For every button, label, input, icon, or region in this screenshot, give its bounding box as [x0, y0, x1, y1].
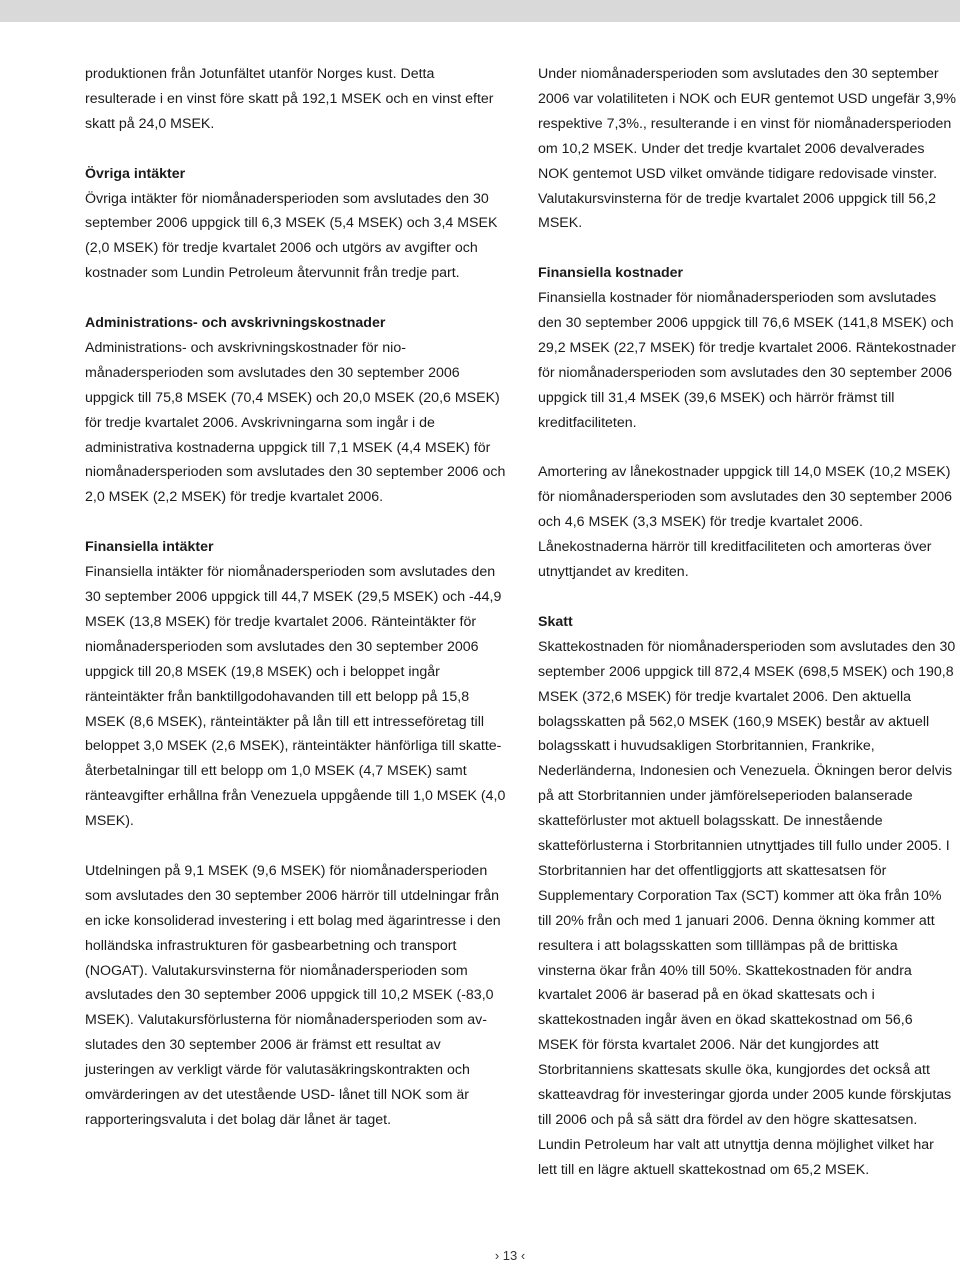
paragraph-ovriga-intakter: Övriga intäkter för niomånadersperioden som avslutades den 30 september 2006 uppgick till 6,3 MSEK (5,4 MSEK) och 3,4 MSEK (2,0 MSEK) för tredje kvartalet 2006 och utgörs av avgifter och kostnader som Lundin Petroleum återvunnit från tredje part.	[85, 190, 498, 282]
paragraph-finansiella-intakter: Finansiella intäkter för niomånadersperioden som avslutades den 30 september 2006 uppgick till 44,7 MSEK (29,5 MSEK) och -44,9 MSEK (13,8 MSEK) för tredje kvartalet 2006. Ränteintäkter för niomånadersperioden som avslutades den 30 september 2006 uppgick till 20,8 MSEK (19,8 MSEK) och i beloppet ingår ränteintäkter från banktillgodohavanden till ett belopp på 15,8 MSEK (8,6 MSEK), ränteintäkter på lån till ett intresseföretag till beloppet 3,0 MSEK (2,6 MSEK), ränteintäkter hänförliga till skatteåterbetalningar till ett belopp om 1,0 MSEK (4,7 MSEK) samt ränteavgifter erhållna från Venezuela uppgående till 1,0 MSEK (4,0 MSEK).	[85, 564, 506, 830]
right-column	[538, 62, 956, 1183]
paragraph-skatt: Skattekostnaden för niomånadersperioden som avslutades den 30 september 2006 uppgick till 872,4 MSEK (698,5 MSEK) och 190,8 MSEK (372,6 MSEK) för tredje kvartalet 2006. Den aktuella bolagsskatten på 562,0 MSEK (160,9 MSEK) består av aktuell bolagsskatt i huvudsakligen Storbritannien, Frankrike, Nederländerna, Indonesien och Venezuela. Ökningen beror delvis på att Storbritannien under jämförelseperioden balanserade skatteförluster mot aktuell bolagsskatt. De innestående skatteförlusterna i Storbritannien utnyttjades till fullo under 2005. I Storbritannien har det offentliggjorts att skattesatsen för Supplementary Corporation Tax (SCT) kommer att öka från 10% till 20% från och med 1 januari 2006. Denna ökning kommer att resultera i att bolagsskatten som tilllämpas på de brittiska vinsterna ökar från 40% till 50%. Skattekostnaden för andra kvartalet 2006 är baserad på en ökad skattesats och i skattekostnaden ingår även en ökad skattekostnad om 56,6 MSEK för första kvartalet 2006. När det kungjordes att Storbritanniens skattesats skulle öka, kungjordes det också att skatteavdrag för investeringar gjorda under 2005 kunde förskjutas till 2006 och på så sätt dra fördel av den högre skattesatsen. Lundin Petroleum har valt att utnyttja denna möjlighet vilket har lett till en lägre aktuell skattekostnad om 65,2 MSEK.	[538, 638, 956, 1178]
paragraph-amortering: Amortering av lånekostnader uppgick till 14,0 MSEK (10,2 MSEK) för niomånadersperioden som avslutades den 30 september 2006 och 4,6 MSEK (3,3 MSEK) för tredje kvartalet 2006. Lånekostnaderna härrör till kreditfaciliteten och amorteras över utnyttjandet av krediten.	[538, 464, 953, 581]
paragraph-utdelningen: Utdelningen på 9,1 MSEK (9,6 MSEK) för niomånadersperioden som avslutades den 30 september 2006 härrör till utdelningar från en icke konsoliderad investering i ett bolag med ägarintresse i den holländska infrastrukturen för gasbearbetning och transport (NOGAT). Valutakursvinsterna för niomånadersperioden som avslutades den 30 september 2006 uppgick till 10,2 MSEK (-83,0 MSEK). Valutakursförlusterna för niomånadersperioden som avslutades den 30 september 2006 är främst ett resultat av justeringen av verkligt värde för valutasäkringskontrakten och omvärderingen av det utestående USD- lånet till NOK som är rapporteringsvaluta i det bolag där lånet är taget.	[85, 862, 501, 1128]
intro-paragraph: produktionen från Jotunfältet utanför Norges kust. Detta resulterade i en vinst före skatt på 192,1 MSEK och en vinst efter skatt på 24,0 MSEK.	[85, 66, 494, 132]
header-band	[0, 0, 960, 22]
section-heading-skatt: Skatt	[538, 613, 573, 630]
section-heading-finansiella-intakter: Finansiella intäkter	[85, 539, 214, 556]
page-number: › 13 ‹	[494, 1248, 526, 1263]
section-heading-finansiella-kostnader: Finansiella kostnader	[538, 265, 684, 282]
section-heading-ovriga-intakter: Övriga intäkter	[85, 165, 186, 182]
section-heading-administration: Administrations- och avskrivningskostnader	[85, 315, 386, 332]
paragraph-valuta: Under niomånadersperioden som avslutades den 30 september 2006 var volatiliteten i NOK och EUR gentemot USD ungefär 3,9% respektive 7,3%., resulterande i en vinst för niomånadersperioden om 10,2 MSEK. Under det tredje kvartalet 2006 devalverades NOK gentemot USD vilket omvände tidigare redovisade vinster. Valutakursvinsterna för de tredje kvartalet 2006 uppgick till 56,2 MSEK.	[538, 66, 956, 232]
paragraph-administration: Administrations- och avskrivningskostnader för niomånadersperioden som avslutades den 30 september 2006 uppgick till 75,8 MSEK (70,4 MSEK) och 20,0 MSEK (20,6 MSEK) för tredje kvartalet 2006. Avskrivningarna som ingår i de administrativa kostnaderna uppgick till 7,1 MSEK (4,4 MSEK) för niomånadersperioden som avslutades den 30 september 2006 och 2,0 MSEK (2,2 MSEK) för tredje kvartalet 2006.	[85, 339, 506, 506]
paragraph-finansiella-kostnader: Finansiella kostnader för niomånadersperioden som avslutades den 30 september 2006 uppgick till 76,6 MSEK (141,8 MSEK) och 29,2 MSEK (22,7 MSEK) för tredje kvartalet 2006. Räntekostnader för niomånadersperioden som avslutades den 30 september 2006 uppgick till 31,4 MSEK (39,6 MSEK) och härrör främst till kreditfaciliteten.	[538, 290, 956, 431]
left-column	[85, 62, 507, 1133]
